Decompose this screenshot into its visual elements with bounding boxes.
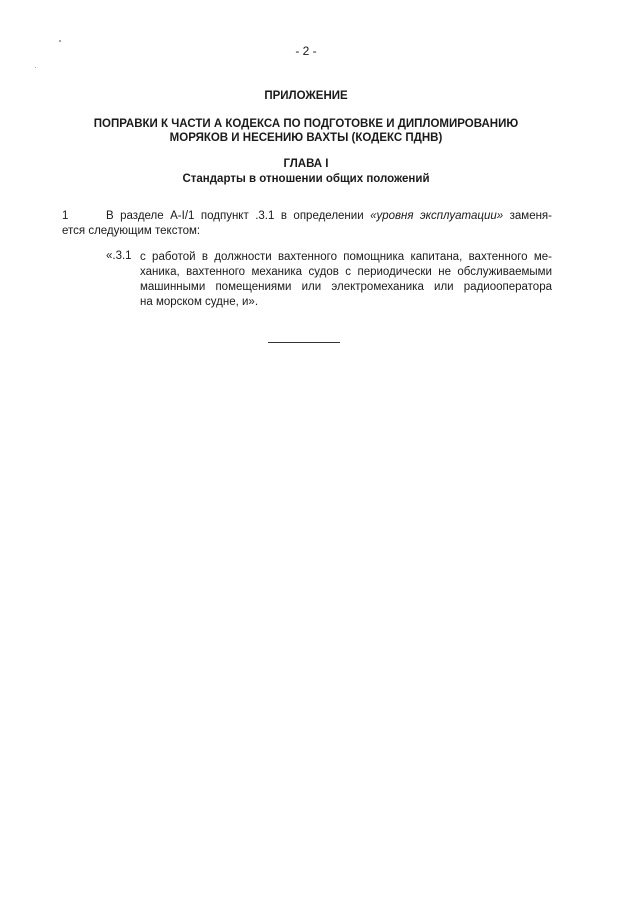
paragraph-italic-term: «уровня эксплуатации» (370, 210, 504, 222)
annex-title: ПРИЛОЖЕНИЕ (264, 90, 348, 102)
chapter-subtitle: Стандарты в отношении общих положений (182, 173, 430, 185)
amendments-title-line-2: МОРЯКОВ И НЕСЕНИЮ ВАХТЫ (КОДЕКС ПДНВ) (169, 132, 443, 144)
amendments-title-line-1: ПОПРАВКИ К ЧАСТИ А КОДЕКСА ПО ПОДГОТОВКЕ И ДИПЛОМИРОВАНИЮ (93, 118, 519, 130)
subparagraph-line: ханика, вахтенного механика судов с периодически не обслуживаемыми (140, 266, 552, 278)
paragraph-number: 1 (62, 210, 69, 222)
paragraph-line-2: ется следующим текстом: (62, 225, 201, 237)
scan-speck (35, 67, 36, 68)
page-number: - 2 - (295, 44, 317, 58)
end-separator-line (268, 342, 340, 343)
paragraph-text-before: В разделе A-I/1 подпункт .3.1 в определении (106, 210, 371, 222)
scan-speck (59, 40, 61, 42)
amendments-title (90, 117, 522, 145)
paragraph-text-after: заменя- (503, 210, 552, 222)
subparagraph-number: «.3.1 (106, 250, 132, 262)
subparagraph-line: на морском судне, и». (140, 296, 259, 308)
chapter-title: ГЛАВА I (283, 158, 329, 170)
subparagraph-text (140, 250, 552, 310)
subparagraph-line: машинными помещениями или электромеханика или радиооператора (140, 281, 552, 293)
paragraph-line-1 (106, 210, 552, 222)
subparagraph-line: с работой в должности вахтенного помощника капитана, вахтенного ме- (140, 251, 552, 263)
